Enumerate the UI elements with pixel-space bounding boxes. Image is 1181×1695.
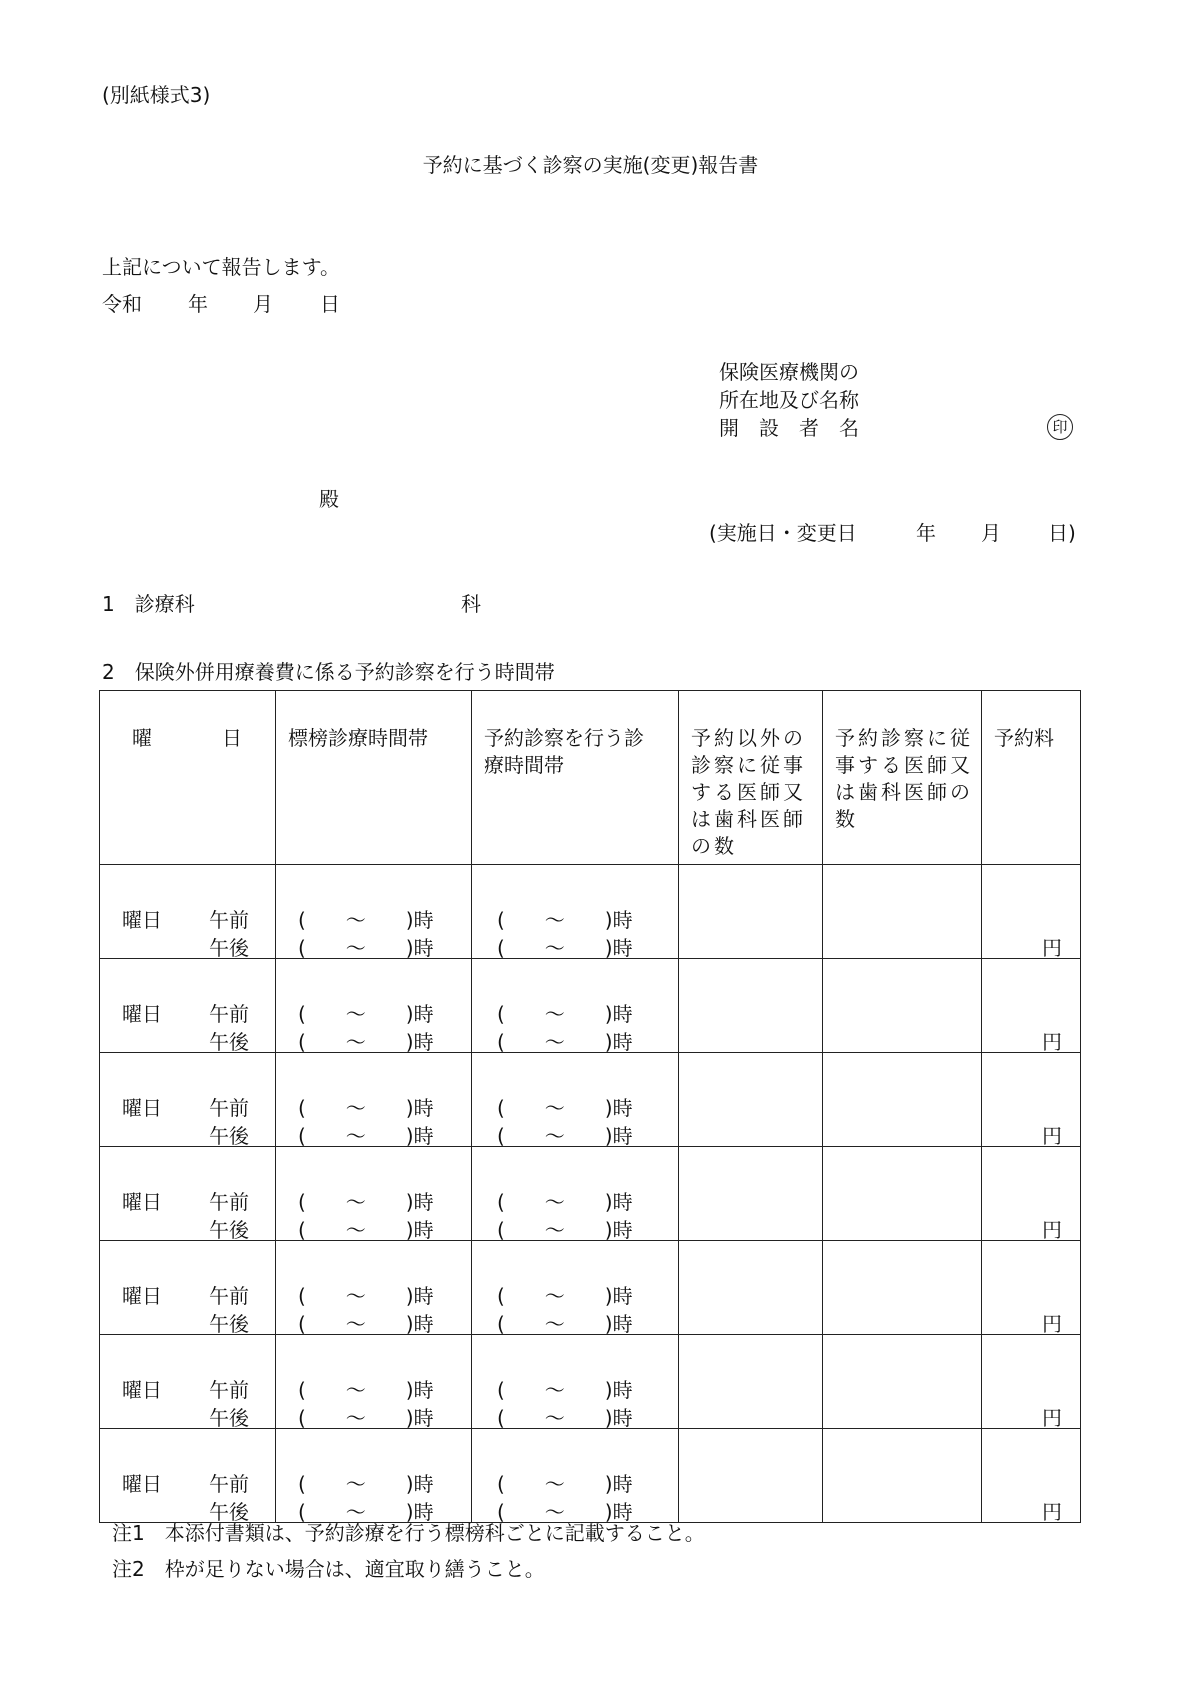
section1-label: 1 診療科 xyxy=(102,592,195,616)
pm-range: ( ～ )時 xyxy=(298,1500,434,1524)
am-range: ( ～ )時 xyxy=(497,1284,633,1308)
pm-range: ( ～ )時 xyxy=(298,1406,434,1430)
header-fee: 予約料 xyxy=(982,691,1081,865)
institution-line1: 保険医療機関の xyxy=(719,360,859,384)
reservation-hours-cell[interactable] xyxy=(472,1053,679,1147)
table-row xyxy=(100,1429,1081,1523)
reservation-hours-cell[interactable] xyxy=(472,865,679,959)
standard-hours-cell[interactable] xyxy=(276,1335,472,1429)
standard-hours-cell[interactable] xyxy=(276,1053,472,1147)
reservation-doctors-cell[interactable] xyxy=(823,959,982,1053)
weekday-label: 曜日 xyxy=(122,1472,162,1496)
yen-label: 円 xyxy=(1042,1500,1062,1524)
reservation-doctors-cell[interactable] xyxy=(823,1147,982,1241)
fee-cell[interactable] xyxy=(982,1241,1081,1335)
am-range: ( ～ )時 xyxy=(497,1002,633,1026)
pm-label: 午後 xyxy=(209,936,249,960)
fee-cell[interactable] xyxy=(982,1335,1081,1429)
reservation-hours-cell[interactable] xyxy=(472,1147,679,1241)
pm-range: ( ～ )時 xyxy=(298,1312,434,1336)
am-label: 午前 xyxy=(209,1284,249,1308)
note-2: 注2 枠が足りない場合は、適宜取り繕うこと。 xyxy=(112,1557,545,1581)
reservation-doctors-cell[interactable] xyxy=(823,1053,982,1147)
am-range: ( ～ )時 xyxy=(298,1096,434,1120)
fee-cell[interactable] xyxy=(982,959,1081,1053)
pm-range: ( ～ )時 xyxy=(298,1218,434,1242)
section2-label: 2 保険外併用療養費に係る予約診察を行う時間帯 xyxy=(102,660,555,684)
pm-range: ( ～ )時 xyxy=(497,1124,633,1148)
weekday-cell[interactable] xyxy=(100,1429,276,1523)
implementation-date-label: (実施日・変更日 xyxy=(709,521,857,545)
weekday-label: 曜日 xyxy=(122,908,162,932)
yen-label: 円 xyxy=(1042,1124,1062,1148)
pm-label: 午後 xyxy=(209,1312,249,1336)
schedule-table xyxy=(99,690,1081,1523)
non-reservation-doctors-cell[interactable] xyxy=(679,1053,823,1147)
non-reservation-doctors-cell[interactable] xyxy=(679,1429,823,1523)
fee-cell[interactable] xyxy=(982,865,1081,959)
pm-range: ( ～ )時 xyxy=(497,1218,633,1242)
date-era: 令和 xyxy=(102,292,142,316)
standard-hours-cell[interactable] xyxy=(276,1147,472,1241)
am-range: ( ～ )時 xyxy=(497,1472,633,1496)
standard-hours-cell[interactable] xyxy=(276,1429,472,1523)
weekday-cell[interactable] xyxy=(100,1241,276,1335)
intro-text: 上記について報告します。 xyxy=(102,255,340,279)
header-weekday xyxy=(100,691,276,865)
header-weekday-a: 曜 xyxy=(132,726,152,750)
standard-hours-cell[interactable] xyxy=(276,865,472,959)
header-weekday-b: 日 xyxy=(222,726,242,750)
implementation-day: 日) xyxy=(1048,521,1076,545)
yen-label: 円 xyxy=(1042,1030,1062,1054)
pm-label: 午後 xyxy=(209,1030,249,1054)
non-reservation-doctors-cell[interactable] xyxy=(679,1147,823,1241)
am-range: ( ～ )時 xyxy=(298,1190,434,1214)
addressee-suffix: 殿 xyxy=(319,487,339,511)
pm-range: ( ～ )時 xyxy=(298,1030,434,1054)
pm-range: ( ～ )時 xyxy=(497,1500,633,1524)
am-range: ( ～ )時 xyxy=(497,1378,633,1402)
am-range: ( ～ )時 xyxy=(497,1096,633,1120)
implementation-month: 月 xyxy=(981,521,1001,545)
page-title: 予約に基づく診察の実施(変更)報告書 xyxy=(422,153,759,177)
table-row xyxy=(100,1241,1081,1335)
table-row xyxy=(100,1147,1081,1241)
am-label: 午前 xyxy=(209,1472,249,1496)
am-range: ( ～ )時 xyxy=(298,1472,434,1496)
pm-range: ( ～ )時 xyxy=(497,1406,633,1430)
non-reservation-doctors-cell[interactable] xyxy=(679,865,823,959)
weekday-label: 曜日 xyxy=(122,1002,162,1026)
am-range: ( ～ )時 xyxy=(298,908,434,932)
weekday-cell[interactable] xyxy=(100,865,276,959)
header-non-reservation-doctors: 予約以外の診察に従事する医師又は歯科医師の数 xyxy=(679,691,823,865)
am-range: ( ～ )時 xyxy=(497,908,633,932)
am-label: 午前 xyxy=(209,1002,249,1026)
reservation-hours-cell[interactable] xyxy=(472,959,679,1053)
seal-icon xyxy=(1047,414,1073,440)
am-range: ( ～ )時 xyxy=(298,1284,434,1308)
header-standard-hours: 標榜診療時間帯 xyxy=(276,691,472,865)
non-reservation-doctors-cell[interactable] xyxy=(679,1241,823,1335)
reservation-doctors-cell[interactable] xyxy=(823,1335,982,1429)
am-range: ( ～ )時 xyxy=(497,1190,633,1214)
weekday-cell[interactable] xyxy=(100,1053,276,1147)
weekday-label: 曜日 xyxy=(122,1284,162,1308)
am-label: 午前 xyxy=(209,908,249,932)
form-number: (別紙様式3) xyxy=(102,83,211,107)
table-header-row xyxy=(100,691,1081,865)
reservation-doctors-cell[interactable] xyxy=(823,1241,982,1335)
date-year: 年 xyxy=(188,292,208,316)
date-month: 月 xyxy=(253,292,273,316)
founder-name-label: 開 設 者 名 xyxy=(719,416,859,440)
pm-range: ( ～ )時 xyxy=(497,1030,633,1054)
non-reservation-doctors-cell[interactable] xyxy=(679,959,823,1053)
pm-label: 午後 xyxy=(209,1218,249,1242)
header-reservation-doctors: 予約診察に従事する医師又は歯科医師の数 xyxy=(823,691,982,865)
reservation-hours-cell[interactable] xyxy=(472,1335,679,1429)
note-1: 注1 本添付書類は、予約診療を行う標榜科ごとに記載すること。 xyxy=(112,1521,705,1545)
weekday-label: 曜日 xyxy=(122,1190,162,1214)
yen-label: 円 xyxy=(1042,1218,1062,1242)
reservation-hours-cell[interactable] xyxy=(472,1241,679,1335)
pm-range: ( ～ )時 xyxy=(298,936,434,960)
table-row xyxy=(100,959,1081,1053)
am-label: 午前 xyxy=(209,1190,249,1214)
am-range: ( ～ )時 xyxy=(298,1002,434,1026)
table-row xyxy=(100,865,1081,959)
institution-line2: 所在地及び名称 xyxy=(719,388,859,412)
table-row xyxy=(100,1335,1081,1429)
yen-label: 円 xyxy=(1042,1406,1062,1430)
implementation-year: 年 xyxy=(916,521,936,545)
weekday-cell[interactable] xyxy=(100,1147,276,1241)
yen-label: 円 xyxy=(1042,1312,1062,1336)
reservation-hours-cell[interactable] xyxy=(472,1429,679,1523)
seal-text: 印 xyxy=(1047,414,1073,440)
section1-suffix: 科 xyxy=(461,592,481,616)
date-day: 日 xyxy=(320,292,340,316)
standard-hours-cell[interactable] xyxy=(276,959,472,1053)
am-label: 午前 xyxy=(209,1096,249,1120)
fee-cell[interactable] xyxy=(982,1147,1081,1241)
weekday-cell[interactable] xyxy=(100,1335,276,1429)
standard-hours-cell[interactable] xyxy=(276,1241,472,1335)
weekday-cell[interactable] xyxy=(100,959,276,1053)
pm-range: ( ～ )時 xyxy=(298,1124,434,1148)
reservation-doctors-cell[interactable] xyxy=(823,1429,982,1523)
weekday-label: 曜日 xyxy=(122,1378,162,1402)
pm-label: 午後 xyxy=(209,1406,249,1430)
weekday-label: 曜日 xyxy=(122,1096,162,1120)
am-label: 午前 xyxy=(209,1378,249,1402)
fee-cell[interactable] xyxy=(982,1429,1081,1523)
table-row xyxy=(100,1053,1081,1147)
pm-label: 午後 xyxy=(209,1500,249,1524)
pm-range: ( ～ )時 xyxy=(497,936,633,960)
header-reservation-hours: 予約診察を行う診療時間帯 xyxy=(472,691,679,865)
reservation-doctors-cell[interactable] xyxy=(823,865,982,959)
fee-cell[interactable] xyxy=(982,1053,1081,1147)
non-reservation-doctors-cell[interactable] xyxy=(679,1335,823,1429)
am-range: ( ～ )時 xyxy=(298,1378,434,1402)
pm-label: 午後 xyxy=(209,1124,249,1148)
pm-range: ( ～ )時 xyxy=(497,1312,633,1336)
yen-label: 円 xyxy=(1042,936,1062,960)
